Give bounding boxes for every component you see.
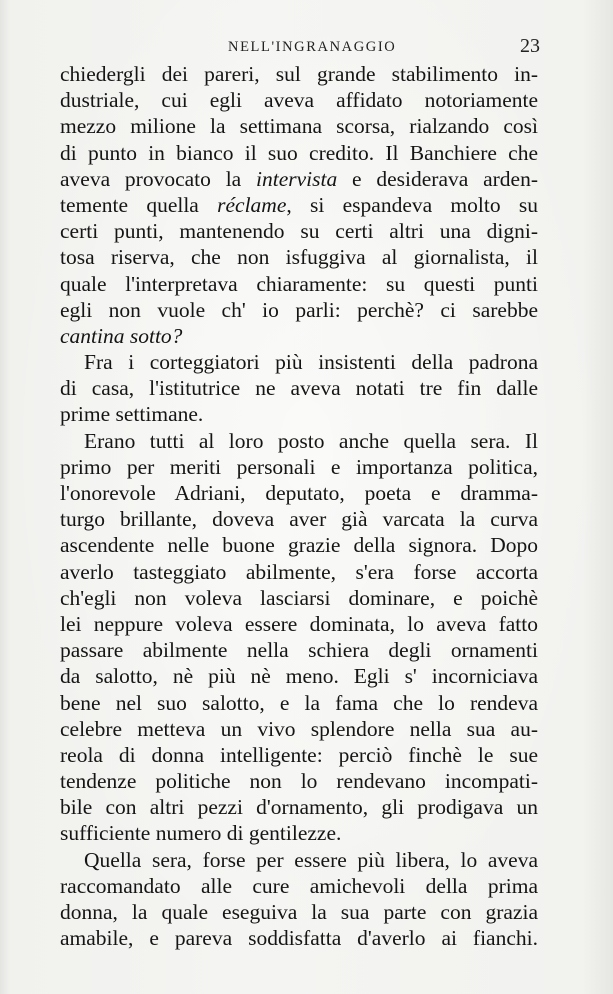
text-line: tendenze politiche non lo rendevano incompati-	[60, 769, 538, 794]
paragraph-first-line: Quella sera, forse per essere più libera, lo aveva	[84, 847, 538, 872]
text-line: sufficiente numero di gentilezze.	[60, 821, 342, 846]
text-line: primo per meriti personali e importanza politica,	[60, 454, 538, 479]
text-line: ch'egli non voleva lasciarsi dominare, e poichè	[60, 585, 538, 610]
text-line: egli non vuole ch' io parli: perchè? ci sarebbe	[60, 297, 538, 322]
running-head: NELL'INGRANAGGIO	[228, 39, 397, 55]
text-line: quale l'interpretava chiaramente: su questi punti	[60, 271, 538, 296]
text-line: reola di donna intelligente: perciò finchè le sue	[60, 742, 538, 767]
text-line: di punto in bianco il suo credito. Il Banchiere che	[60, 140, 538, 165]
text-line: celebre metteva un vivo splendore nella sua au-	[60, 716, 538, 741]
text-line: ascendente nelle buone grazie della signora. Dopo	[60, 533, 538, 558]
text-line: chiedergli dei pareri, sul grande stabilimento in-	[60, 62, 538, 86]
text-line: raccomandato alle cure amichevoli della prima	[60, 873, 538, 898]
page-header	[60, 35, 540, 59]
body-text	[60, 61, 538, 951]
text-line: passare abilmente nella schiera degli ornamenti	[60, 638, 538, 663]
text-segment: , si espandeva molto su	[286, 192, 538, 217]
text-line	[60, 323, 538, 349]
text-line: mezzo milione la settimana scorsa, rialzando così	[60, 114, 538, 139]
text-line: averlo tasteggiato abilmente, s'era forse accorta	[60, 559, 538, 584]
text-line: prime settimane.	[60, 402, 204, 427]
text-line: da salotto, nè più nè meno. Egli s' incorniciava	[60, 664, 538, 689]
text-line: l'onorevole Adriani, deputato, poeta e dramma-	[60, 481, 538, 505]
paragraph-first-line: Fra i corteggiatori più insistenti della padrona	[84, 350, 538, 375]
italic-term: intervista	[256, 166, 338, 191]
page-number: 23	[520, 35, 540, 57]
text-segment: aveva provocato la	[60, 166, 257, 191]
text-line: certi punti, mantenendo su certi altri una digni-	[60, 219, 538, 244]
italic-term: réclame	[217, 192, 287, 217]
text-line: di casa, l'istitutrice ne aveva notati tre fin dalle	[60, 376, 538, 401]
text-line: turgo brillante, doveva aver già varcata la curva	[60, 507, 538, 532]
paragraph-first-line: Erano tutti al loro posto anche quella sera. Il	[84, 428, 538, 453]
text-line: donna, la quale eseguiva la sua parte con grazia	[60, 900, 538, 924]
text-line: bene nel suo salotto, e la fama che lo rendeva	[60, 690, 538, 715]
text-line: amabile, e pareva soddisfatta d'averlo ai fianchi.	[60, 926, 538, 951]
text-line	[60, 192, 538, 218]
text-line: lei neppure voleva essere dominata, lo aveva fatto	[60, 611, 538, 636]
text-line: bile con altri pezzi d'ornamento, gli prodigava un	[60, 795, 538, 820]
text-line: dustriale, cui egli aveva affidato notoriamente	[60, 88, 538, 113]
text-line	[60, 166, 538, 192]
text-segment: e desiderava arden-	[337, 166, 538, 191]
italic-term: cantina sotto?	[60, 323, 183, 348]
text-line: tosa riserva, che non isfuggiva al giornalista, il	[60, 245, 538, 270]
text-segment: temente quella	[60, 192, 218, 217]
